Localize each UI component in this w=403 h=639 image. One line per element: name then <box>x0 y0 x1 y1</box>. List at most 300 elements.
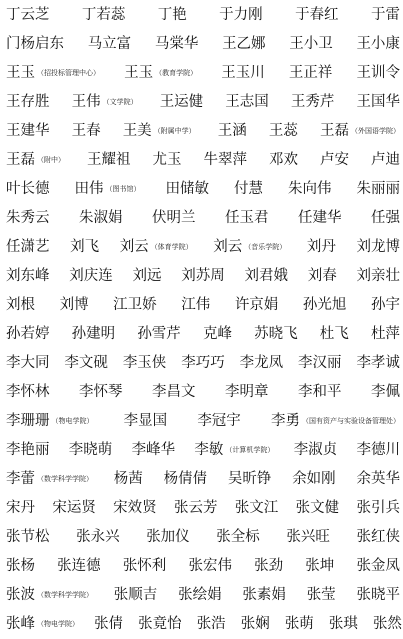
person-name: 王正祥 <box>288 65 333 81</box>
person-name: 王小卫 <box>289 36 333 52</box>
person-name: 李德川 <box>356 442 400 458</box>
name-row <box>0 148 403 173</box>
person-name: 张峰 <box>6 616 35 632</box>
person-name: 刘云 <box>119 239 149 255</box>
name-entry <box>75 177 141 202</box>
name-entry <box>64 351 108 376</box>
person-name: 张晓平 <box>356 587 400 603</box>
person-name: 任强 <box>371 210 400 226</box>
name-entry <box>82 3 126 28</box>
person-name: 张永兴 <box>76 529 120 545</box>
person-name: 马立富 <box>87 36 132 52</box>
person-name: 许京娟 <box>234 297 279 313</box>
name-entry <box>356 90 400 115</box>
name-entry <box>225 380 269 405</box>
name-entry <box>6 351 50 376</box>
name-entry <box>153 148 182 173</box>
name-entry <box>204 148 248 173</box>
name-entry <box>242 583 286 608</box>
person-name: 张莹 <box>306 587 336 603</box>
name-entry <box>298 206 342 231</box>
name-entry <box>298 380 342 405</box>
person-name: 刘云 <box>213 239 243 255</box>
person-name: 张倩 <box>94 616 124 632</box>
name-entry <box>356 583 400 608</box>
person-name: 张怀利 <box>122 558 167 574</box>
person-name: 卢迪 <box>371 152 400 168</box>
person-name: 苏晓飞 <box>254 326 298 342</box>
name-entry <box>6 3 50 28</box>
person-name: 李蕾 <box>6 471 35 487</box>
person-name: 孙雪芹 <box>137 326 181 342</box>
affiliation-note: （教育学院） <box>155 69 198 77</box>
person-name: 李怀琴 <box>79 384 123 400</box>
person-name: 宋效贤 <box>113 500 157 516</box>
person-name: 刘君娥 <box>244 268 288 284</box>
name-entry <box>88 32 132 57</box>
person-name: 朱秀云 <box>6 210 50 226</box>
person-name: 刘飞 <box>70 239 100 255</box>
person-name: 张萌 <box>284 616 314 632</box>
name-entry <box>70 235 99 260</box>
person-name: 李怀林 <box>6 384 50 400</box>
person-name: 王小康 <box>356 36 400 52</box>
person-name: 李晓萌 <box>68 442 113 458</box>
person-name: 王存胜 <box>6 94 50 110</box>
person-name: 杜萍 <box>370 326 400 342</box>
person-name: 尤玉 <box>152 152 182 168</box>
name-row <box>0 235 403 260</box>
person-name: 李汉丽 <box>298 355 342 371</box>
name-entry <box>308 264 337 289</box>
name-entry <box>123 351 167 376</box>
person-name: 李龙凤 <box>239 355 284 371</box>
person-name: 李佩 <box>371 384 400 400</box>
person-name: 李峰华 <box>131 442 176 458</box>
name-entry <box>371 380 400 405</box>
person-name: 张琪 <box>328 616 358 632</box>
person-name: 张引兵 <box>356 500 400 516</box>
name-entry <box>6 380 50 405</box>
person-name: 李淑贞 <box>293 442 338 458</box>
name-entry <box>72 322 116 347</box>
person-name: 王蕊 <box>268 123 298 139</box>
name-entry <box>166 177 210 202</box>
person-name: 孙光旭 <box>302 297 347 313</box>
name-entry <box>357 177 401 202</box>
name-entry <box>222 32 266 57</box>
name-entry <box>288 177 332 202</box>
name-row <box>0 206 403 231</box>
name-entry <box>6 148 65 173</box>
affiliation-note: （文学院） <box>102 98 138 106</box>
person-name: 王训令 <box>356 65 400 81</box>
name-entry <box>178 583 222 608</box>
name-entry <box>6 496 35 521</box>
name-entry <box>181 351 225 376</box>
person-name: 李孝诚 <box>356 355 400 371</box>
name-row <box>0 119 403 144</box>
name-entry <box>79 380 123 405</box>
name-entry <box>76 525 120 550</box>
person-name: 卢安 <box>320 152 349 168</box>
name-entry <box>181 293 210 318</box>
person-name: 张杨 <box>6 558 35 574</box>
name-entry <box>57 554 101 579</box>
name-entry <box>356 554 400 579</box>
person-name: 宋运贤 <box>52 500 96 516</box>
person-name: 刘春 <box>307 268 337 284</box>
name-entry <box>371 293 400 318</box>
person-name: 杨茜 <box>113 471 143 487</box>
name-entry <box>241 612 270 637</box>
name-entry <box>371 148 400 173</box>
name-entry <box>152 380 196 405</box>
name-entry <box>298 351 342 376</box>
person-name: 王磊 <box>6 152 35 168</box>
name-entry <box>6 322 50 347</box>
name-entry <box>289 32 333 57</box>
name-entry <box>197 409 241 434</box>
person-name: 王玉 <box>6 65 35 81</box>
affiliation-note: （物电学院） <box>51 417 94 425</box>
name-row <box>0 612 403 637</box>
name-entry <box>188 554 232 579</box>
person-name: 宋丹 <box>6 500 35 516</box>
name-row <box>0 380 403 405</box>
person-name: 任潇艺 <box>6 239 50 255</box>
name-row <box>0 496 403 521</box>
name-entry <box>235 293 279 318</box>
person-name: 伏明兰 <box>152 210 196 226</box>
name-entry <box>6 61 100 86</box>
name-entry <box>228 467 272 492</box>
name-entry <box>114 583 158 608</box>
name-entry <box>269 148 298 173</box>
name-entry <box>72 119 101 144</box>
name-entry <box>371 322 400 347</box>
name-row <box>0 264 403 289</box>
name-entry <box>291 90 335 115</box>
name-entry <box>79 206 123 231</box>
name-row <box>0 322 403 347</box>
person-name: 刘丹 <box>306 239 336 255</box>
person-name: 王玉川 <box>221 65 265 81</box>
person-name: 王春 <box>71 123 101 139</box>
person-name: 孙宇 <box>370 297 400 313</box>
name-entry <box>60 293 89 318</box>
name-entry <box>123 119 196 144</box>
person-name: 任玉君 <box>225 210 269 226</box>
person-name: 张文健 <box>295 500 340 516</box>
name-entry <box>194 438 274 463</box>
affiliation-note: （计算机学院） <box>225 446 275 454</box>
name-entry <box>221 61 265 86</box>
person-name: 王美 <box>122 123 152 139</box>
name-entry <box>6 32 64 57</box>
name-entry <box>124 409 168 434</box>
person-name: 于雷 <box>370 7 400 23</box>
name-entry <box>6 206 50 231</box>
person-name: 刘亲壮 <box>356 268 400 284</box>
name-entry <box>371 206 400 231</box>
name-entry <box>6 467 93 492</box>
name-entry <box>294 438 338 463</box>
name-row <box>0 467 403 492</box>
name-entry <box>113 293 157 318</box>
person-name: 王磊 <box>319 123 349 139</box>
name-row <box>0 90 403 115</box>
name-entry <box>6 583 93 608</box>
name-entry <box>113 496 157 521</box>
person-name: 江伟 <box>181 297 211 313</box>
name-entry <box>6 525 50 550</box>
name-row <box>0 177 403 202</box>
person-name: 刘根 <box>6 297 35 313</box>
person-name: 张顺吉 <box>113 587 158 603</box>
name-entry <box>295 3 339 28</box>
name-entry <box>120 235 193 260</box>
name-entry <box>371 3 400 28</box>
person-name: 王耀祖 <box>87 152 131 168</box>
name-entry <box>356 32 400 57</box>
person-name: 张竟怡 <box>138 616 182 632</box>
person-name: 王玉 <box>124 65 154 81</box>
name-entry <box>303 293 347 318</box>
person-name: 李文砚 <box>64 355 108 371</box>
name-entry <box>137 322 181 347</box>
name-entry <box>296 496 340 521</box>
name-entry <box>219 3 263 28</box>
person-name: 王国华 <box>356 94 400 110</box>
person-name: 杨倩倩 <box>163 471 208 487</box>
person-name: 李明章 <box>225 384 269 400</box>
person-name: 李敏 <box>194 442 224 458</box>
name-entry <box>305 554 334 579</box>
person-name: 张娴 <box>240 616 270 632</box>
name-entry <box>87 148 131 173</box>
name-entry <box>289 61 333 86</box>
name-row <box>0 438 403 463</box>
person-name: 丁艳 <box>157 7 187 23</box>
name-entry <box>152 206 196 231</box>
person-name: 张节松 <box>6 529 50 545</box>
name-row <box>0 61 403 86</box>
name-entry <box>69 438 113 463</box>
name-entry <box>174 496 218 521</box>
person-name: 张红侠 <box>356 529 400 545</box>
name-entry <box>138 612 182 637</box>
person-name: 刘庆连 <box>69 268 113 284</box>
name-entry <box>286 525 330 550</box>
person-name: 马棠华 <box>154 36 199 52</box>
person-name: 张宏伟 <box>188 558 232 574</box>
name-entry <box>356 235 400 260</box>
name-entry <box>373 612 402 637</box>
person-name: 于力刚 <box>219 7 263 23</box>
affiliation-note: （物电学院） <box>37 620 79 628</box>
name-entry <box>235 496 279 521</box>
name-entry <box>6 90 50 115</box>
person-name: 刘东峰 <box>6 268 50 284</box>
name-entry <box>6 409 94 434</box>
name-entry <box>307 235 336 260</box>
name-entry <box>197 612 226 637</box>
affiliation-note: （数学科学学院） <box>37 475 93 483</box>
affiliation-note: （音乐学院） <box>244 243 287 251</box>
name-entry <box>160 90 204 115</box>
name-entry <box>52 496 96 521</box>
person-name: 李大同 <box>6 355 50 371</box>
person-name: 牛翠萍 <box>203 152 247 168</box>
name-entry <box>329 612 358 637</box>
person-name: 张文江 <box>234 500 279 516</box>
person-name: 张波 <box>6 587 35 603</box>
person-name: 张劲 <box>254 558 284 574</box>
person-name: 吴昕铮 <box>227 471 272 487</box>
name-row <box>0 583 403 608</box>
name-entry <box>356 438 400 463</box>
person-name: 李显国 <box>123 413 168 429</box>
person-name: 孙若婷 <box>6 326 50 342</box>
person-name: 任建华 <box>298 210 342 226</box>
affiliation-note: （数学科学学院） <box>37 591 93 599</box>
affiliation-note: （图书馆） <box>105 185 141 193</box>
person-name: 田伟 <box>74 181 104 197</box>
person-name: 王秀芹 <box>290 94 335 110</box>
person-name: 张浩 <box>196 616 226 632</box>
name-entry <box>181 264 225 289</box>
name-entry <box>357 61 401 86</box>
name-entry <box>114 467 143 492</box>
person-name: 王伟 <box>71 94 101 110</box>
person-name: 张全标 <box>216 529 260 545</box>
name-entry <box>203 322 232 347</box>
person-name: 刘苏周 <box>181 268 225 284</box>
person-name: 杜飞 <box>319 326 349 342</box>
name-row <box>0 3 403 28</box>
person-name: 李勇 <box>270 413 300 429</box>
name-entry <box>69 264 113 289</box>
name-entry <box>6 438 50 463</box>
person-name: 刘龙博 <box>356 239 400 255</box>
name-entry <box>240 351 284 376</box>
person-name: 李巧巧 <box>181 355 225 371</box>
person-name: 李冠宇 <box>197 413 241 429</box>
name-entry <box>132 438 176 463</box>
affiliation-note: （招投标管理中心） <box>37 69 100 77</box>
person-name: 李艳丽 <box>6 442 50 458</box>
person-name: 刘博 <box>59 297 89 313</box>
name-entry <box>320 322 349 347</box>
person-name: 朱淑娟 <box>79 210 123 226</box>
name-entry <box>123 554 167 579</box>
person-name: 李玉侠 <box>122 355 167 371</box>
person-name: 张然 <box>372 616 402 632</box>
name-entry <box>285 612 314 637</box>
name-entry <box>356 496 400 521</box>
person-name: 张素娟 <box>242 587 286 603</box>
person-name: 付慧 <box>234 181 263 197</box>
name-entry <box>269 119 298 144</box>
person-name: 王建华 <box>6 123 50 139</box>
affiliation-note: （国有资产与实验设备管理处） <box>301 417 400 425</box>
person-name: 李和平 <box>298 384 342 400</box>
name-row <box>0 525 403 550</box>
name-entry <box>320 148 349 173</box>
person-name: 邓欢 <box>269 152 298 168</box>
person-name: 张绘娟 <box>178 587 222 603</box>
person-name: 张兴旺 <box>286 529 330 545</box>
person-name: 朱向伟 <box>288 181 332 197</box>
name-entry <box>6 293 35 318</box>
name-entry <box>225 90 269 115</box>
name-entry <box>6 119 50 144</box>
name-entry <box>6 554 35 579</box>
person-name: 张云芳 <box>173 500 218 516</box>
name-entry <box>356 467 400 492</box>
name-entry <box>72 90 138 115</box>
person-name: 孙建明 <box>71 326 116 342</box>
person-name: 田储敏 <box>165 181 209 197</box>
name-row <box>0 351 403 376</box>
person-name: 丁云芝 <box>6 7 50 23</box>
name-entry <box>164 467 208 492</box>
name-entry <box>146 525 190 550</box>
name-entry <box>254 322 298 347</box>
person-name: 克峰 <box>202 326 232 342</box>
name-entry <box>356 351 400 376</box>
person-name: 余英华 <box>356 471 400 487</box>
person-name: 丁若蕊 <box>81 7 126 23</box>
person-name: 张金凤 <box>356 558 400 574</box>
person-name: 王运健 <box>159 94 204 110</box>
affiliation-note: （体育学院） <box>150 243 193 251</box>
name-row <box>0 32 403 57</box>
name-entry <box>155 32 199 57</box>
person-name: 余如刚 <box>292 471 336 487</box>
person-name: 张坤 <box>305 558 335 574</box>
name-entry <box>254 554 283 579</box>
name-entry <box>158 3 187 28</box>
name-entry <box>124 61 197 86</box>
name-entry <box>245 264 289 289</box>
name-entry <box>292 467 336 492</box>
name-entry <box>216 525 260 550</box>
name-entry <box>6 612 79 637</box>
person-name: 于春红 <box>295 7 339 23</box>
name-entry <box>6 264 50 289</box>
name-entry <box>6 177 50 202</box>
name-row <box>0 293 403 318</box>
name-entry <box>234 177 263 202</box>
name-row <box>0 554 403 579</box>
person-name: 张连德 <box>57 558 101 574</box>
person-name: 李珊珊 <box>6 413 50 429</box>
person-name: 王乙娜 <box>222 36 266 52</box>
affiliation-note: （附属中学） <box>153 127 196 135</box>
name-entry <box>218 119 247 144</box>
person-name: 张加仪 <box>146 529 190 545</box>
person-name: 王涵 <box>217 123 247 139</box>
name-entry <box>320 119 400 144</box>
person-name: 江卫娇 <box>113 297 157 313</box>
name-entry <box>271 409 400 434</box>
name-entry <box>356 525 400 550</box>
name-entry <box>94 612 123 637</box>
name-entry <box>133 264 162 289</box>
name-entry <box>307 583 336 608</box>
